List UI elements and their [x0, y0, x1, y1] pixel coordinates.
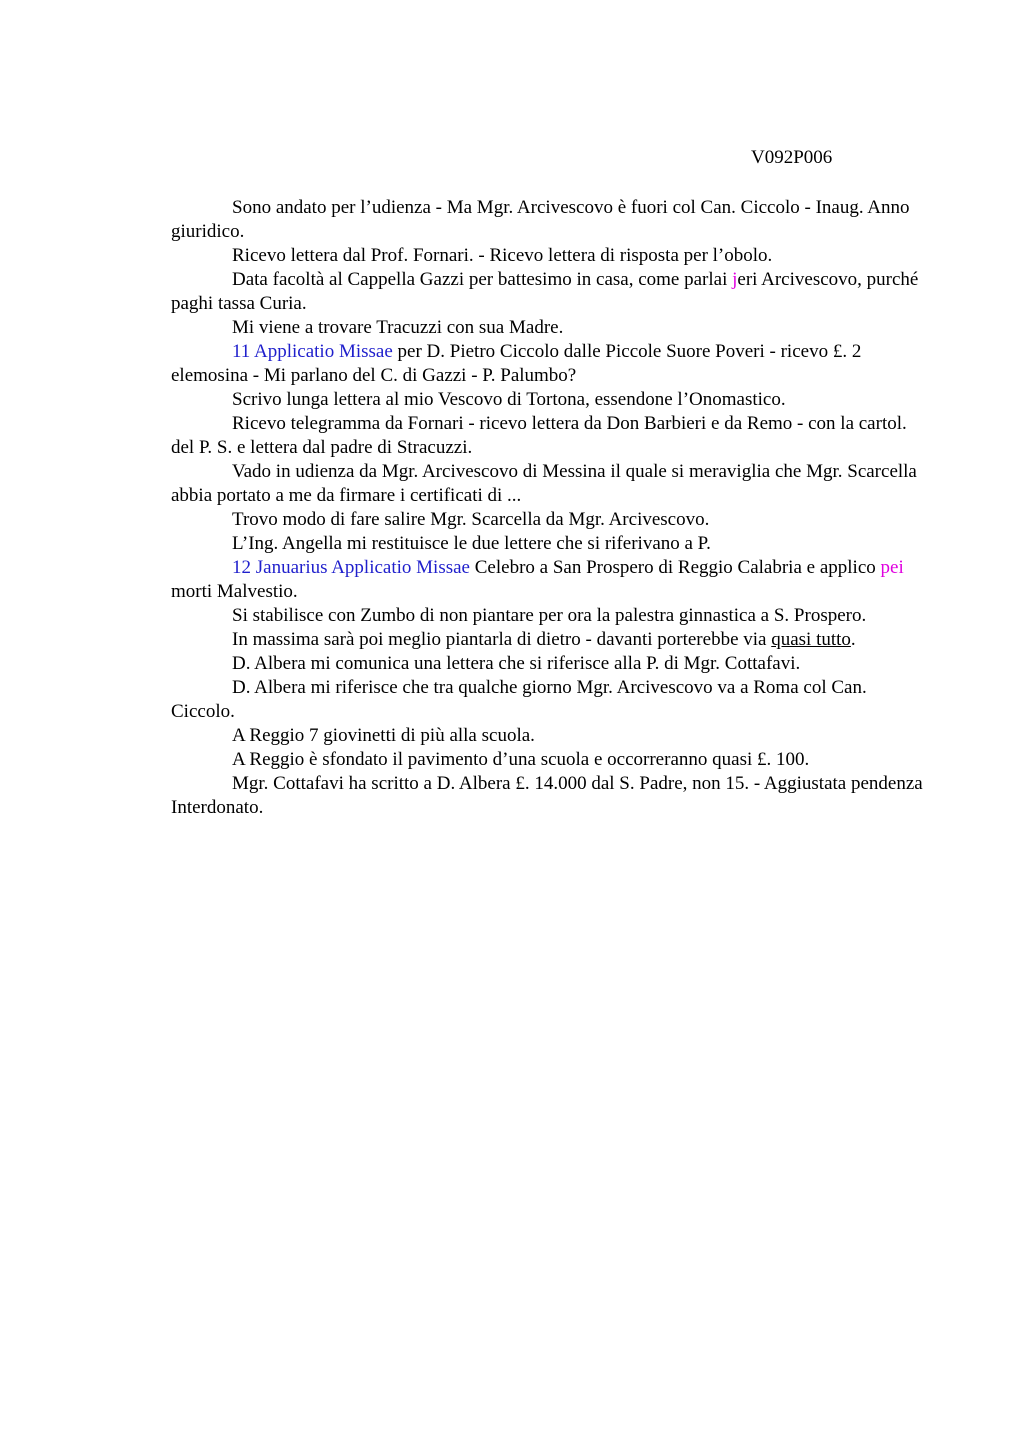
paragraph-10: L’Ing. Angella mi restituisce le due lettere che si riferivano a P.	[232, 533, 711, 554]
paragraph-3-text-end: eri Arcivescovo, purché paghi tassa Curia.	[171, 269, 919, 314]
paragraph-13-text-start: In massima sarà poi meglio piantarla di dietro - davanti porterebbe via	[232, 629, 772, 650]
paragraph-6: Scrivo lunga lettera al mio Vescovo di Tortona, essendone l’Onomastico.	[232, 389, 786, 410]
paragraph-17: A Reggio è sfondato il pavimento d’una scuola e occorreranno quasi £. 100.	[232, 749, 810, 770]
paragraph-11	[171, 556, 931, 604]
paragraph-18: Mgr. Cottafavi ha scritto a D. Albera £. 14.000 dal S. Padre, non 15. - Aggiustata pendenza Interdonato.	[171, 773, 923, 818]
paragraph-7: Ricevo telegramma da Fornari - ricevo lettera da Don Barbieri e da Remo - con la cartol. del P. S. e lettera dal padre di Stracuzzi.	[171, 413, 907, 458]
paragraph-13	[171, 628, 931, 652]
paragraph-11-text-mid: Celebro a San Prospero di Reggio Calabria e applico	[470, 557, 881, 578]
latin-phrase: 12 Januarius Applicatio Missae	[232, 557, 470, 578]
highlighted-correction: j	[732, 269, 738, 290]
paragraph-2: Ricevo lettera dal Prof. Fornari. - Ricevo lettera di risposta per l’obolo.	[232, 245, 773, 266]
paragraph-4: Mi viene a trovare Tracuzzi con sua Madre.	[232, 317, 564, 338]
paragraph-5	[171, 340, 931, 388]
paragraph-8: Vado in udienza da Mgr. Arcivescovo di Messina il quale si meraviglia che Mgr. Scarcella abbia portato a me da firmare i certificati di ...	[171, 461, 917, 506]
underlined-text: quasi tutto	[771, 629, 851, 650]
paragraph-5-text: per D. Pietro Ciccolo dalle Piccole Suore Poveri - ricevo £. 2 elemosina - Mi parlano del C. di Gazzi - P. Palumbo?	[171, 341, 862, 386]
paragraph-12: Si stabilisce con Zumbo di non piantare per ora la palestra ginnastica a S. Prospero.	[232, 605, 867, 626]
paragraph-3-text-start: Data facoltà al Cappella Gazzi per battesimo in casa, come parlai	[232, 269, 733, 290]
paragraph-16: A Reggio 7 giovinetti di più alla scuola.	[232, 725, 535, 746]
page-identifier: V092P006	[751, 147, 833, 168]
paragraph-11-text-end: morti Malvestio.	[171, 581, 298, 602]
paragraph-1: Sono andato per l’udienza - Ma Mgr. Arcivescovo è fuori col Can. Ciccolo - Inaug. Anno giuridico.	[171, 197, 910, 242]
paragraph-13-text-end: .	[850, 629, 856, 650]
paragraph-9: Trovo modo di fare salire Mgr. Scarcella da Mgr. Arcivescovo.	[232, 509, 710, 530]
highlighted-correction: pei	[880, 557, 904, 578]
paragraph-15: D. Albera mi riferisce che tra qualche giorno Mgr. Arcivescovo va a Roma col Can. Ciccolo.	[171, 677, 867, 722]
paragraph-3	[171, 268, 931, 316]
diary-body	[171, 196, 931, 820]
latin-phrase: 11 Applicatio Missae	[232, 341, 393, 362]
paragraph-14: D. Albera mi comunica una lettera che si riferisce alla P. di Mgr. Cottafavi.	[232, 653, 801, 674]
